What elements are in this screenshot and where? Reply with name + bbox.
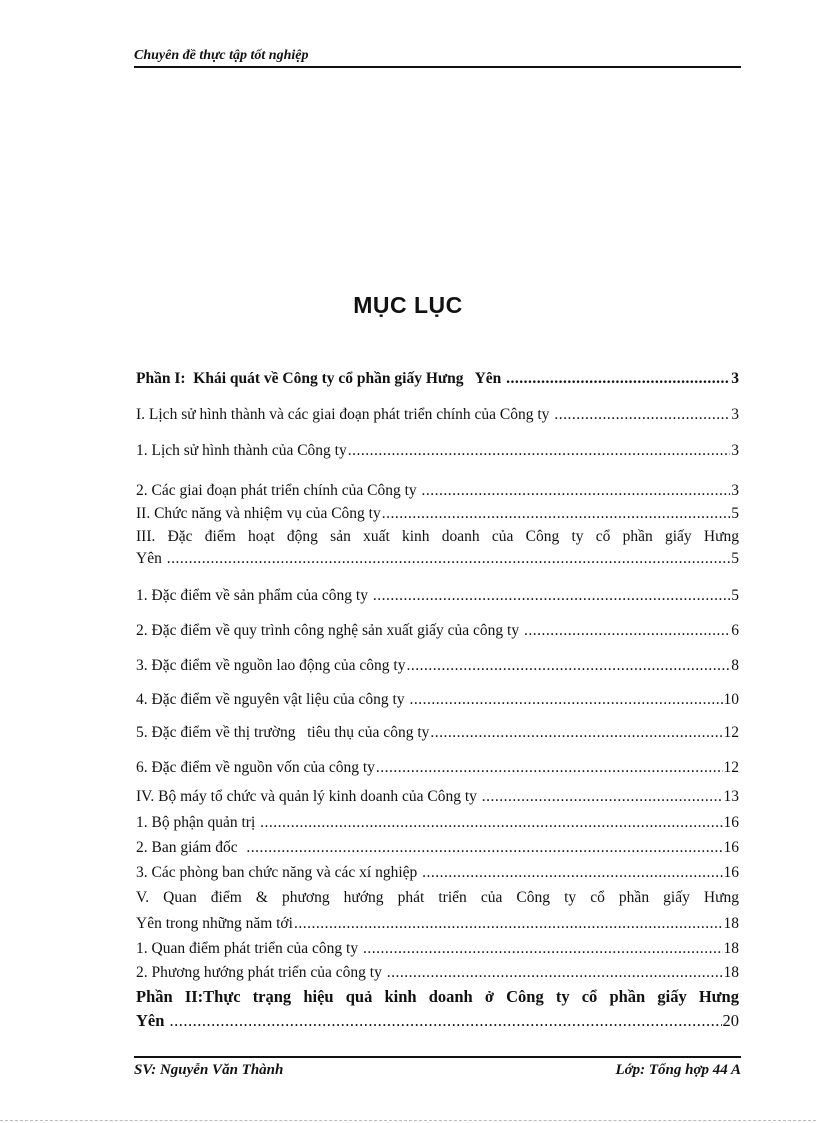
toc-entry-1-2: 2. Các giai đoạn phát triển chính của Công ty ..... 3	[136, 480, 739, 502]
toc-entry-4-3: 3. Các phòng ban chức năng và các xí nghiệp ..... 16	[136, 862, 739, 884]
page-header	[134, 50, 741, 68]
toc-entry-part-1: Phần I: Khái quát về Công ty cổ phần giấy Hưng Yên ..... 3	[136, 368, 739, 390]
toc-entry-section-1: I. Lịch sử hình thành và các giai đoạn phát triển chính của Công ty ..... 3	[136, 404, 739, 426]
toc-entry-5-1: 1. Quan điểm phát triển của công ty ..... 18	[136, 938, 739, 960]
toc-entry-3-4: 4. Đặc điểm về nguyên vật liệu của công ty ..... 10	[136, 689, 739, 711]
toc-entry-3-3: 3. Đặc điểm về nguồn lao động của công ty ..... 8	[136, 655, 739, 677]
toc-entry-3-5: 5. Đặc điểm về thị trường tiêu thụ của công ty ..... 12	[136, 722, 739, 744]
header-text: Chuyên đề thực tập tốt nghiệp	[134, 48, 309, 63]
toc-entry-1-1: 1. Lịch sử hình thành của Công ty ..... 3	[136, 440, 739, 462]
toc-entry-section-5: V. Quan điểm & phương hướng phát triển của Công ty cổ phần giấy Hưng Yên trong những năm tới ..... 18	[136, 887, 739, 935]
toc-entry-3-6: 6. Đặc điểm về nguồn vốn của công ty ..... 12	[136, 757, 739, 779]
toc-entry-3-1: 1. Đặc điểm về sản phẩm của công ty ..... 5	[136, 585, 739, 607]
toc-entry-section-2: II. Chức năng và nhiệm vụ của Công ty ..... 5	[136, 503, 739, 525]
footer-student-name: SV: Nguyễn Văn Thành	[134, 1062, 284, 1078]
toc-entry-4-1: 1. Bộ phận quản trị ..... 16	[136, 812, 739, 834]
toc-entry-4-2: 2. Ban giám đốc ..... 16	[136, 837, 739, 859]
toc-entry-section-4: IV. Bộ máy tổ chức và quản lý kinh doanh của Công ty ..... 13	[136, 786, 739, 808]
footer-class: Lớp: Tổng hợp 44 A	[615, 1062, 741, 1078]
page-title: MỤC LỤC	[353, 292, 463, 318]
toc-entry-3-2: 2. Đặc điểm về quy trình công nghệ sản xuất giấy của công ty ..... 6	[136, 620, 739, 642]
toc-entry-part-2: Phần II:Thực trạng hiệu quả kinh doanh ở Công ty cổ phần giấy Hưng Yên ..... 20	[136, 986, 739, 1032]
toc-entry-5-2: 2. Phương hướng phát triển của công ty ..... 18	[136, 962, 739, 984]
page-footer	[134, 1056, 741, 1078]
toc-entry-section-3: III. Đặc điểm hoạt động sản xuất kinh doanh của Công ty cổ phần giấy Hưng Yên ..... 5	[136, 526, 739, 570]
page-bottom-edge	[0, 1120, 816, 1121]
